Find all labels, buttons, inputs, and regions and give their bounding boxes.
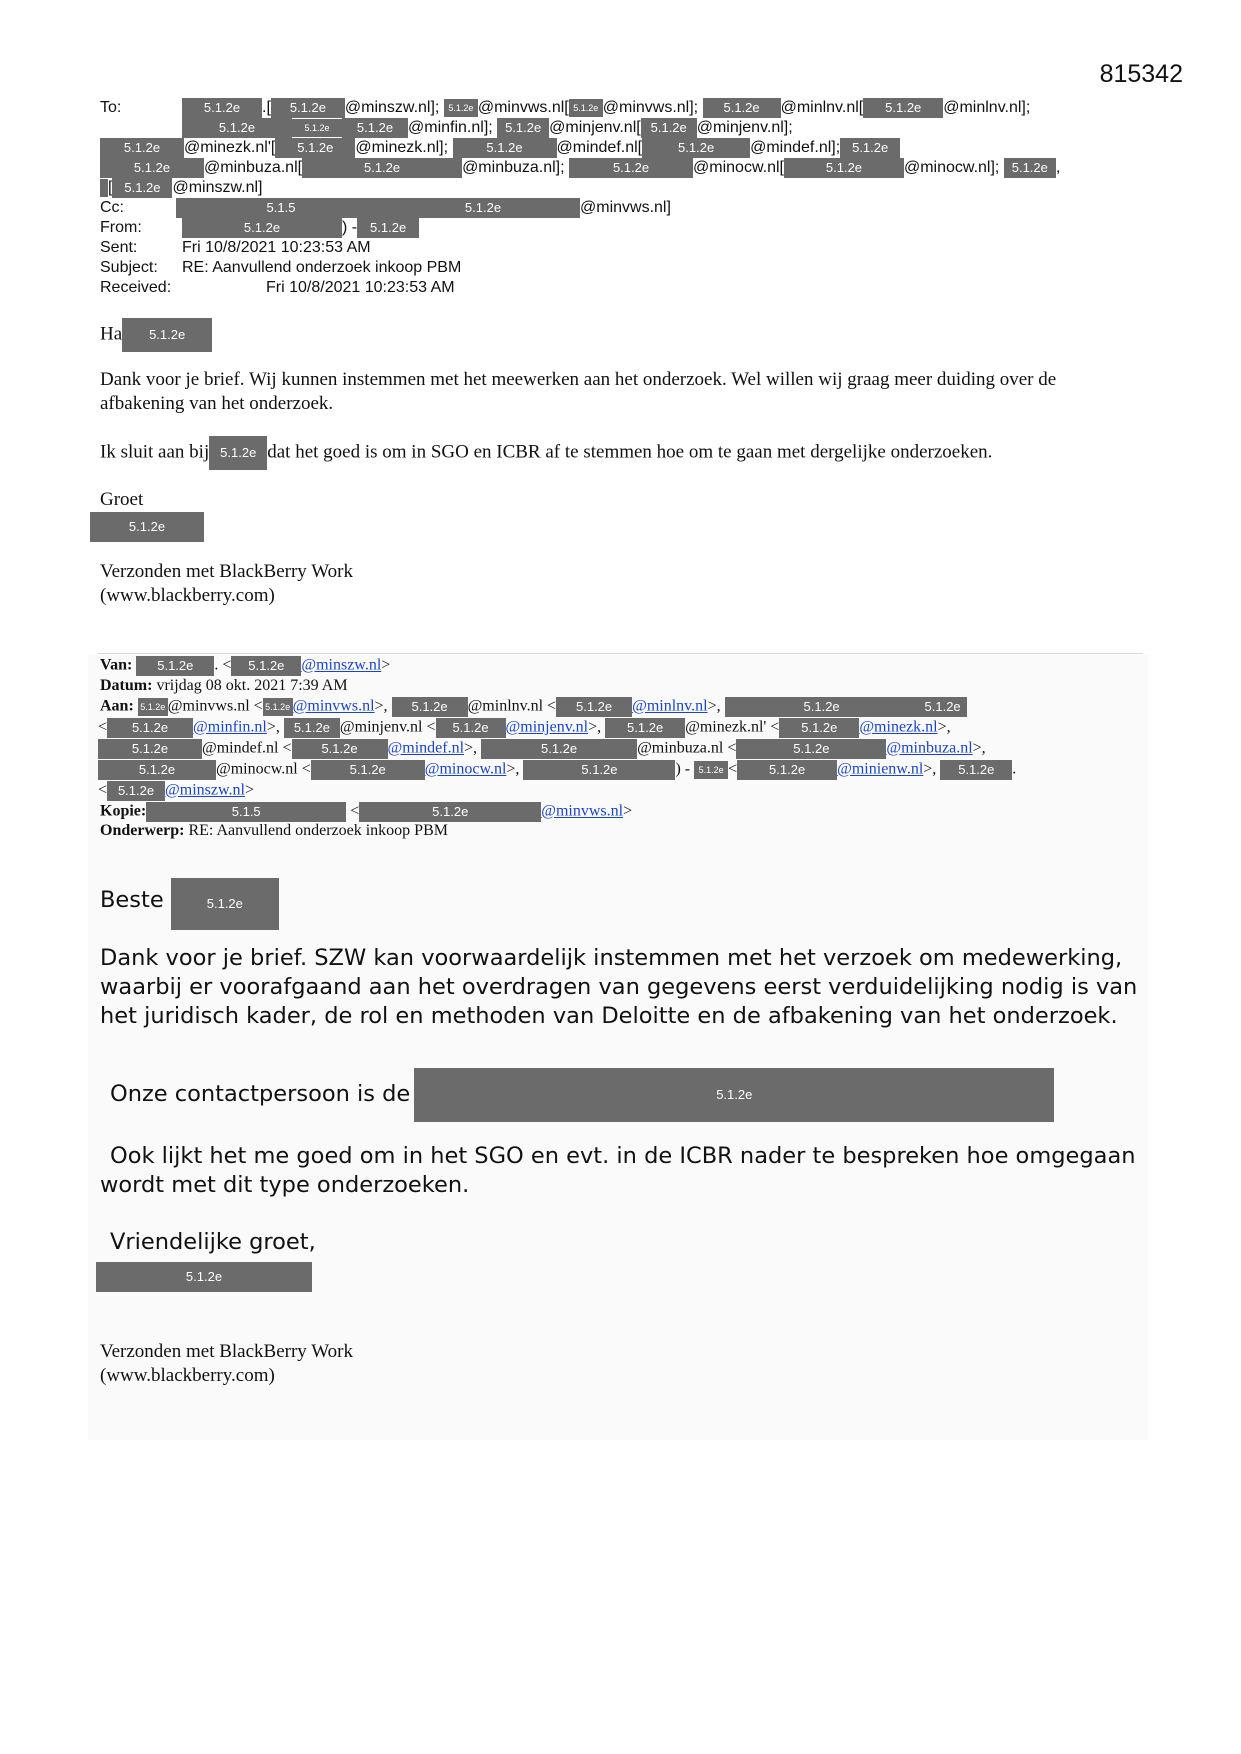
to-line-5: [ 5.1.2e @minszw.nl]: [100, 178, 263, 198]
redaction: 5.1.2e: [357, 218, 419, 238]
redaction: 5.1.2e: [302, 158, 462, 178]
redaction: 5.1.2e: [556, 697, 632, 717]
aan-line-5: < 5.1.2e @minszw.nl>: [98, 781, 254, 801]
redaction: 5.1.2e: [444, 99, 478, 117]
redaction: 5.1.2e: [919, 697, 967, 717]
redaction: 5.1.2e: [100, 158, 204, 178]
email-link[interactable]: @minszw.nl: [165, 781, 245, 799]
aan-line-4: 5.1.2e @minocw.nl < 5.1.2e @minocw.nl>, 5.1.2e ) - 5.1.2e < 5.1.2e @minienw.nl>, 5.1.2e .: [98, 760, 1016, 780]
received-value: Fri 10/8/2021 10:23:53 AM: [266, 279, 455, 296]
redaction: 5.1.2e: [642, 138, 750, 158]
redaction: 5.1.2e: [392, 697, 468, 717]
email-link[interactable]: @minezk.nl: [859, 718, 938, 736]
cc-value: 5.1.5 5.1.2e @minvws.nl]: [176, 198, 671, 218]
from-label: From:: [100, 219, 142, 236]
email-link[interactable]: @minbuza.nl: [886, 739, 973, 757]
redaction: 5.1.2e: [136, 656, 214, 676]
redaction: 5.1.2e: [703, 98, 781, 118]
document-number: 815342: [1099, 60, 1183, 88]
redaction: 5.1.2e: [840, 138, 900, 158]
redaction: 5.1.2e: [122, 318, 212, 352]
redaction: 5.1.2e: [107, 781, 165, 801]
redaction: 5.1.2e: [641, 118, 697, 138]
van-line: Van: 5.1.2e . < 5.1.2e @minszw.nl>: [100, 656, 390, 676]
redaction: 5.1.2e: [100, 138, 184, 158]
email2-paragraph-1: Dank voor je brief. SZW kan voorwaardelijk instemmen met het verzoek om medewerking, waarbij er voorafgaand aan het overdragen van gegevens eerst verduidelijking nodig is van het juridisch kader, de rol en methoden van Deloitte en de afbakening van het onderzoek.: [100, 945, 1138, 1029]
redaction: 5.1.2e: [311, 760, 425, 780]
aan-line-1: Aan: 5.1.2e @minvws.nl < 5.1.2e @minvws.nl>, 5.1.2e @minlnv.nl < 5.1.2e @minlnv.nl>, 5.1.2e 5.1.2e: [100, 697, 967, 717]
aan-line-2: < 5.1.2e @minfin.nl>, 5.1.2e @minjenv.nl < 5.1.2e @minjenv.nl>, 5.1.2e @minezk.nl' < 5.1.2e @minezk.nl>,: [98, 718, 951, 738]
sent-value: Fri 10/8/2021 10:23:53 AM: [182, 239, 371, 256]
redaction: 5.1.2e: [231, 656, 301, 676]
email1-paragraph-2: Ik sluit aan bij 5.1.2e dat het goed is om in SGO en ICBR af te stemmen hoe om te gaan met dergelijke onderzoeken.: [100, 436, 992, 470]
greeting: Ha 5.1.2e: [100, 318, 212, 352]
datum-line: Datum: vrijdag 08 okt. 2021 7:39 AM: [100, 677, 348, 694]
email2-sig-line-1: Verzonden met BlackBerry Work: [100, 1341, 353, 1362]
redaction: 5.1.2e: [863, 98, 943, 118]
redaction: 5.1.2e: [98, 739, 202, 759]
from-value: 5.1.2e ) - 5.1.2e: [182, 218, 419, 238]
to-line-2: 5.1.2e 5.1.2e 5.1.2e @minfin.nl]; 5.1.2e @minjenv.nl[ 5.1.2e @minjenv.nl];: [182, 118, 793, 138]
kopie-line: Kopie: 5.1.5 < 5.1.2e @minvws.nl>: [100, 802, 632, 822]
redaction: 5.1.2e: [736, 739, 886, 759]
cc-label: Cc:: [100, 199, 124, 216]
redaction: 5.1.5: [146, 802, 346, 822]
redaction: 5.1.2e: [523, 760, 675, 780]
redaction: 5.1.2e: [275, 138, 355, 158]
to-line-3: 5.1.2e @minezk.nl'[ 5.1.2e @minezk.nl]; 5.1.2e @mindef.nl[ 5.1.2e @mindef.nl]; 5.1.2e: [100, 138, 900, 158]
subject-value: RE: Aanvullend onderzoek inkoop PBM: [182, 259, 462, 276]
email-link[interactable]: @minvws.nl: [292, 697, 375, 715]
redaction: 5.1.5: [176, 198, 386, 218]
redaction: 5.1.2e: [481, 739, 637, 759]
redaction: 5.1.2e: [497, 118, 549, 138]
redaction: 5.1.2e: [569, 158, 693, 178]
sent-label: Sent:: [100, 239, 138, 256]
to-label: To:: [100, 99, 122, 116]
email1-signature-name: [90, 512, 204, 542]
email2-closing: Vriendelijke groet,: [110, 1229, 316, 1255]
redaction: 5.1.2e: [271, 98, 345, 118]
redaction: 5.1.2e: [263, 698, 293, 716]
redaction: 5.1.2e: [569, 99, 603, 117]
subject-label: Subject:: [100, 259, 158, 276]
redaction: 5.1.2e: [605, 718, 685, 738]
redaction: 5.1.2e: [182, 118, 292, 138]
redaction: 5.1.2e: [182, 98, 262, 118]
redaction: 5.1.2e: [1004, 158, 1056, 178]
redaction: 5.1.2e: [96, 1262, 312, 1292]
email2-contact: Onze contactpersoon is de 5.1.2e: [110, 1080, 1054, 1122]
redaction: 5.1.2e: [98, 760, 216, 780]
redaction: 5.1.2e: [292, 119, 342, 137]
redaction: 5.1.2e: [414, 1068, 1054, 1122]
redaction: 5.1.2e: [694, 761, 728, 779]
redaction: 5.1.2e: [209, 436, 267, 470]
email2-paragraph-2: Ook lijkt het me goed om in het SGO en evt. in de ICBR nader te bespreken hoe omgegaan wordt met dit type onderzoeken.: [100, 1143, 1136, 1198]
redaction: 5.1.2e: [784, 158, 904, 178]
email-link[interactable]: @minvws.nl: [541, 802, 624, 820]
redaction: 5.1.2e: [171, 878, 279, 930]
redaction: 5.1.2e: [386, 198, 580, 218]
email2-sig-line-2: (www.blackberry.com): [100, 1365, 275, 1386]
redaction: 5.1.2e: [112, 178, 172, 198]
thread-separator: [98, 653, 1143, 654]
email2-signature-name: [96, 1262, 312, 1292]
redaction: 5.1.2e: [436, 718, 506, 738]
email-link[interactable]: @mindef.nl: [387, 739, 465, 757]
received-label: Received:: [100, 279, 172, 296]
email-link[interactable]: @minlnv.nl: [632, 697, 708, 715]
redaction: 5.1.2e: [940, 760, 1012, 780]
email-link[interactable]: @minfin.nl: [193, 718, 267, 736]
email1-closing: Groet: [100, 489, 144, 510]
redaction: 5.1.2e: [292, 739, 388, 759]
email1-sig-line-1: Verzonden met BlackBerry Work: [100, 561, 353, 582]
email1-paragraph-1: Dank voor je brief. Wij kunnen instemmen met het meewerken aan het onderzoek. Wel willen wij graag meer duiding over de afbakening van het onderzoek.: [100, 369, 1057, 414]
email2-greeting: Beste 5.1.2e: [100, 886, 279, 930]
email1-sig-line-2: (www.blackberry.com): [100, 585, 275, 606]
aan-line-3: 5.1.2e @mindef.nl < 5.1.2e @mindef.nl>, 5.1.2e @minbuza.nl < 5.1.2e @minbuza.nl>,: [98, 739, 986, 759]
redaction: 5.1.2e: [725, 697, 919, 717]
redaction: 5.1.2e: [453, 138, 557, 158]
redaction: 5.1.2e: [284, 718, 340, 738]
redaction: 5.1.2e: [90, 512, 204, 542]
redaction: 5.1.2e: [138, 698, 168, 716]
redaction: 5.1.2e: [737, 760, 837, 780]
email-link[interactable]: @minjenv.nl: [505, 718, 589, 736]
email-link[interactable]: @minienw.nl: [837, 760, 924, 778]
redaction: 5.1.2e: [359, 802, 541, 822]
redaction: [100, 179, 108, 197]
onderwerp-line: Onderwerp: RE: Aanvullend onderzoek inkoop PBM: [100, 822, 448, 839]
redaction: 5.1.2e: [779, 718, 859, 738]
redaction: 5.1.2e: [182, 218, 342, 238]
redaction: 5.1.2e: [107, 718, 193, 738]
to-line-4: 5.1.2e @minbuza.nl[ 5.1.2e @minbuza.nl]; 5.1.2e @minocw.nl[ 5.1.2e @minocw.nl]; 5.1.2e ,: [100, 158, 1060, 178]
to-line-1: 5.1.2e .[ 5.1.2e @minszw.nl]; 5.1.2e @minvws.nl[ 5.1.2e @minvws.nl]; 5.1.2e @minlnv.nl[ 5.1.2e @minlnv.nl];: [182, 98, 1030, 118]
redaction: 5.1.2e: [342, 118, 408, 138]
email-link[interactable]: @minocw.nl: [424, 760, 507, 778]
email-link[interactable]: @minszw.nl: [301, 656, 382, 674]
